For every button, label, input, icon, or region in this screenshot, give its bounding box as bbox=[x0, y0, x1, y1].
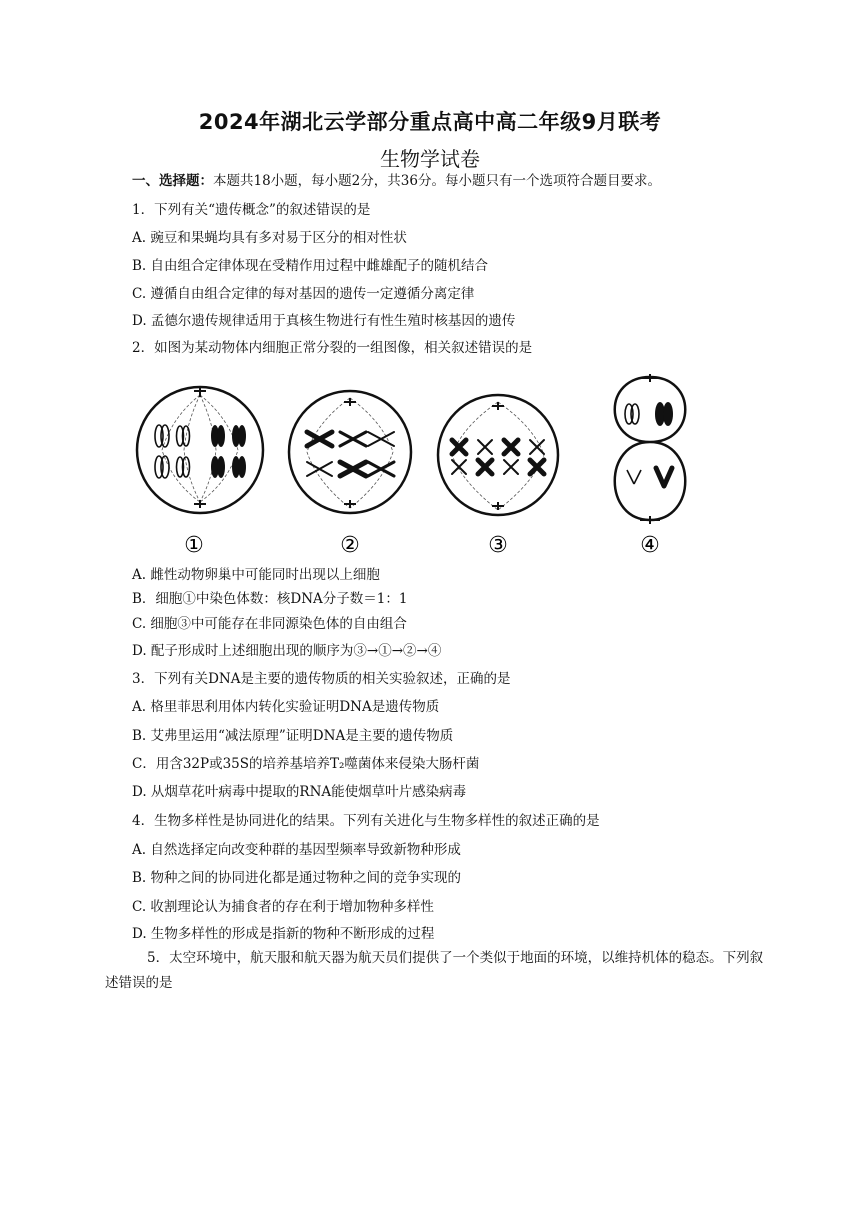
section-label: 一、选择题： bbox=[132, 173, 213, 189]
cell-4-diagram bbox=[615, 374, 686, 524]
q4-stem: 4．生物多样性是协同进化的结果。下列有关进化与生物多样性的叙述正确的是 bbox=[132, 813, 600, 829]
q1-option-c: C. 遵循自由组合定律的每对基因的遗传一定遵循分离定律 bbox=[132, 286, 475, 302]
q3-option-a: A. 格里菲思利用体内转化实验证明DNA是遗传物质 bbox=[132, 699, 440, 715]
q1-option-d: D. 孟德尔遗传规律适用于真核生物进行有性生殖时核基因的遗传 bbox=[132, 313, 516, 329]
q5-stem-line1: 5．太空环境中，航天服和航天器为航天员们提供了一个类似于地面的环境，以维持机体的稳态。下列叙 bbox=[147, 950, 764, 966]
figure-label-1: ① bbox=[184, 533, 204, 558]
q3-option-b: B. 艾弗里运用“减法原理”证明DNA是主要的遗传物质 bbox=[132, 728, 454, 744]
cell-division-figure bbox=[132, 362, 707, 562]
q1-option-a: A. 豌豆和果蝇均具有多对易于区分的相对性状 bbox=[132, 230, 407, 246]
section-instructions: 本题共18小题，每小题2分，共36分。每小题只有一个选项符合题目要求。 bbox=[213, 173, 661, 189]
q1-stem: 1．下列有关“遗传概念”的叙述错误的是 bbox=[132, 202, 371, 218]
q2-option-a: A. 雌性动物卵巢中可能同时出现以上细胞 bbox=[132, 567, 380, 583]
exam-subtitle: 生物学试卷 bbox=[380, 147, 480, 171]
q4-option-b: B. 物种之间的协同进化都是通过物种之间的竞争实现的 bbox=[132, 870, 462, 886]
q4-option-a: A. 自然选择定向改变种群的基因型频率导致新物种形成 bbox=[132, 842, 461, 858]
q3-option-d: D. 从烟草花叶病毒中提取的RNA能使烟草叶片感染病毒 bbox=[132, 784, 467, 800]
q2-stem: 2．如图为某动物体内细胞正常分裂的一组图像，相关叙述错误的是 bbox=[132, 340, 533, 356]
q4-option-c: C. 收割理论认为捕食者的存在利于增加物种多样性 bbox=[132, 899, 434, 915]
q5-stem-line2: 述错误的是 bbox=[105, 975, 173, 991]
q2-option-c: C. 细胞③中可能存在非同源染色体的自由组合 bbox=[132, 616, 407, 632]
exam-title: 2024年湖北云学部分重点高中高二年级9月联考 bbox=[198, 110, 662, 134]
figure-label-4: ④ bbox=[640, 533, 660, 558]
figure-label-3: ③ bbox=[488, 533, 508, 558]
cell-3-diagram bbox=[438, 395, 558, 515]
section-heading bbox=[132, 172, 661, 190]
q2-option-d: D. 配子形成时上述细胞出现的顺序为③→①→②→④ bbox=[132, 643, 442, 659]
q1-option-b: B. 自由组合定律体现在受精作用过程中雌雄配子的随机结合 bbox=[132, 258, 489, 274]
q4-option-d: D. 生物多样性的形成是指新的物种不断形成的过程 bbox=[132, 926, 435, 942]
figure-label-2: ② bbox=[340, 533, 360, 558]
q2-option-b: B．细胞①中染色体数：核DNA分子数＝1：1 bbox=[132, 591, 408, 607]
q3-option-c: C．用含32P或35S的培养基培养T₂噬菌体来侵染大肠杆菌 bbox=[132, 756, 480, 772]
q3-stem: 3．下列有关DNA是主要的遗传物质的相关实验叙述，正确的是 bbox=[132, 671, 511, 687]
cell-2-diagram bbox=[289, 391, 411, 513]
cell-1-diagram bbox=[137, 387, 263, 513]
